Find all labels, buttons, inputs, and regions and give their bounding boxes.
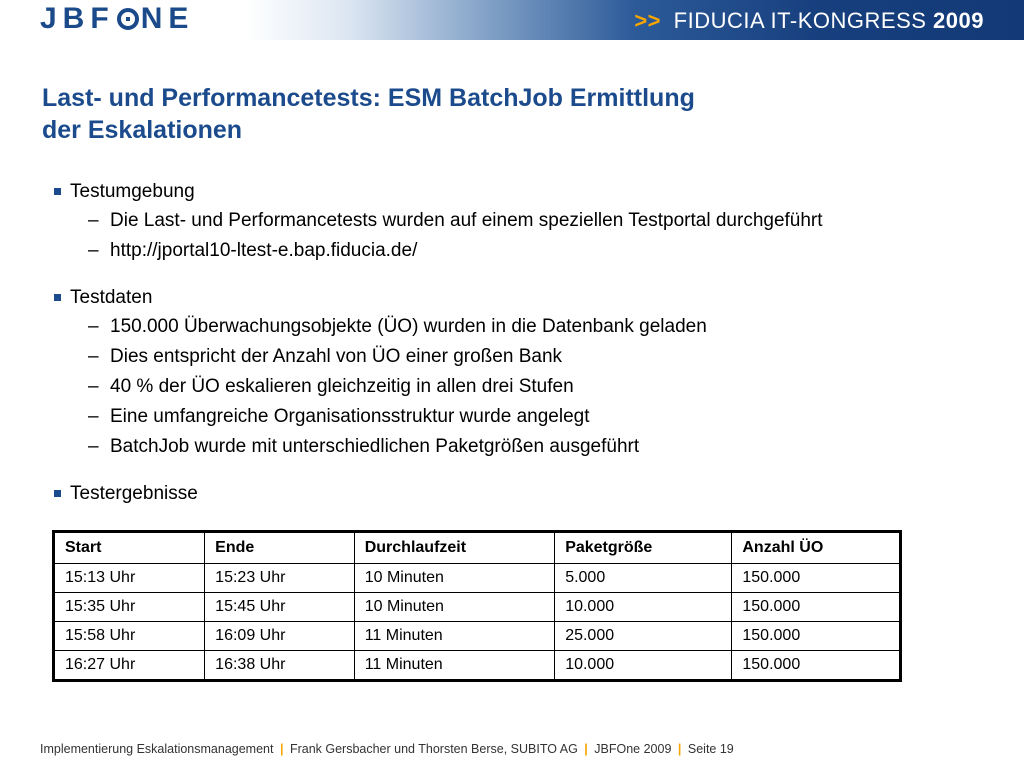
table-row bbox=[54, 651, 901, 681]
sub-bullet bbox=[52, 342, 992, 372]
table-cell: 15:13 Uhr bbox=[54, 564, 205, 593]
sub-bullet bbox=[52, 402, 992, 432]
footer-topic: Implementierung Eskalationsmanagement bbox=[40, 742, 274, 756]
bullet-testergebnisse bbox=[52, 480, 992, 508]
table-cell: 15:58 Uhr bbox=[54, 622, 205, 651]
footer-page-number: Seite 19 bbox=[687, 742, 734, 756]
column-header: Durchlaufzeit bbox=[354, 532, 554, 564]
sub-bullet-text: Eine umfangreiche Organisationsstruktur wurde angelegt bbox=[110, 406, 590, 427]
sub-bullet-text: http://jportal10-ltest-e.bap.fiducia.de/ bbox=[110, 240, 418, 261]
jbfone-logo: JBF NE bbox=[40, 2, 195, 35]
dash-icon: – bbox=[88, 210, 99, 231]
table-cell: 11 Minuten bbox=[354, 622, 554, 651]
sub-bullet-text: BatchJob wurde mit unterschiedlichen Paketgrößen ausgeführt bbox=[110, 436, 640, 457]
table-cell: 150.000 bbox=[732, 622, 901, 651]
slide-title bbox=[42, 82, 942, 146]
bullet-testdaten bbox=[52, 284, 992, 312]
slide-footer bbox=[40, 742, 734, 756]
sub-bullet bbox=[52, 312, 992, 342]
bullet-testumgebung bbox=[52, 178, 992, 206]
sub-bullet-text: 40 % der ÜO eskalieren gleichzeitig in allen drei Stufen bbox=[110, 376, 574, 397]
sub-bullet bbox=[52, 236, 992, 266]
table-cell: 10 Minuten bbox=[354, 564, 554, 593]
logo-ring-icon bbox=[117, 8, 139, 30]
dash-icon: – bbox=[88, 346, 99, 367]
slide-title-line1: Last- und Performancetests: ESM BatchJob Ermittlung bbox=[42, 84, 695, 112]
sub-bullet bbox=[52, 206, 992, 236]
dash-icon: – bbox=[88, 376, 99, 397]
table-cell: 11 Minuten bbox=[354, 651, 554, 681]
bullet-square-icon bbox=[54, 294, 61, 301]
congress-year: 2009 bbox=[933, 8, 984, 33]
sub-bullet bbox=[52, 432, 992, 462]
table-cell: 10.000 bbox=[555, 651, 732, 681]
footer-separator: | bbox=[584, 742, 588, 756]
table-header-row bbox=[54, 532, 901, 564]
table-cell: 15:35 Uhr bbox=[54, 593, 205, 622]
bullet-heading: Testumgebung bbox=[70, 181, 195, 202]
bullet-square-icon bbox=[54, 490, 61, 497]
footer-authors: Frank Gersbacher und Thorsten Berse, SUBITO AG bbox=[289, 742, 578, 756]
slide-title-line2: der Eskalationen bbox=[42, 116, 243, 144]
table-cell: 150.000 bbox=[732, 593, 901, 622]
column-header: Start bbox=[54, 532, 205, 564]
table-cell: 16:27 Uhr bbox=[54, 651, 205, 681]
table-row bbox=[54, 593, 901, 622]
column-header: Paketgröße bbox=[555, 532, 732, 564]
table-cell: 150.000 bbox=[732, 651, 901, 681]
header-banner bbox=[0, 0, 1024, 40]
congress-label: FIDUCIA IT-KONGRESS bbox=[673, 8, 927, 33]
dash-icon: – bbox=[88, 436, 99, 457]
slide-content bbox=[52, 178, 992, 508]
sub-bullet-text: Die Last- und Performancetests wurden auf einem speziellen Testportal durchgeführt bbox=[110, 210, 823, 231]
table-cell: 16:38 Uhr bbox=[205, 651, 355, 681]
column-header: Ende bbox=[205, 532, 355, 564]
table-row bbox=[54, 564, 901, 593]
table-cell: 10 Minuten bbox=[354, 593, 554, 622]
bullet-heading: Testergebnisse bbox=[70, 483, 198, 504]
table-cell: 25.000 bbox=[555, 622, 732, 651]
column-header: Anzahl ÜO bbox=[732, 532, 901, 564]
results-table bbox=[52, 530, 902, 682]
sub-bullet-text: 150.000 Überwachungsobjekte (ÜO) wurden in die Datenbank geladen bbox=[110, 316, 707, 337]
table-cell: 5.000 bbox=[555, 564, 732, 593]
sub-bullet-text: Dies entspricht der Anzahl von ÜO einer großen Bank bbox=[110, 346, 563, 367]
dash-icon: – bbox=[88, 406, 99, 427]
footer-separator: | bbox=[279, 742, 284, 756]
sub-bullet bbox=[52, 372, 992, 402]
footer-separator: | bbox=[677, 742, 682, 756]
table-cell: 150.000 bbox=[732, 564, 901, 593]
footer-event: JBFOne 2009 bbox=[594, 742, 672, 756]
table-row bbox=[54, 622, 901, 651]
bullet-heading: Testdaten bbox=[70, 287, 153, 308]
bullet-square-icon bbox=[54, 188, 61, 195]
congress-chevron: >> bbox=[634, 8, 662, 33]
congress-banner-text bbox=[634, 8, 984, 34]
dash-icon: – bbox=[88, 316, 99, 337]
table-cell: 10.000 bbox=[555, 593, 732, 622]
table-cell: 15:23 Uhr bbox=[205, 564, 355, 593]
table-cell: 16:09 Uhr bbox=[205, 622, 355, 651]
table-cell: 15:45 Uhr bbox=[205, 593, 355, 622]
dash-icon: – bbox=[88, 240, 99, 261]
